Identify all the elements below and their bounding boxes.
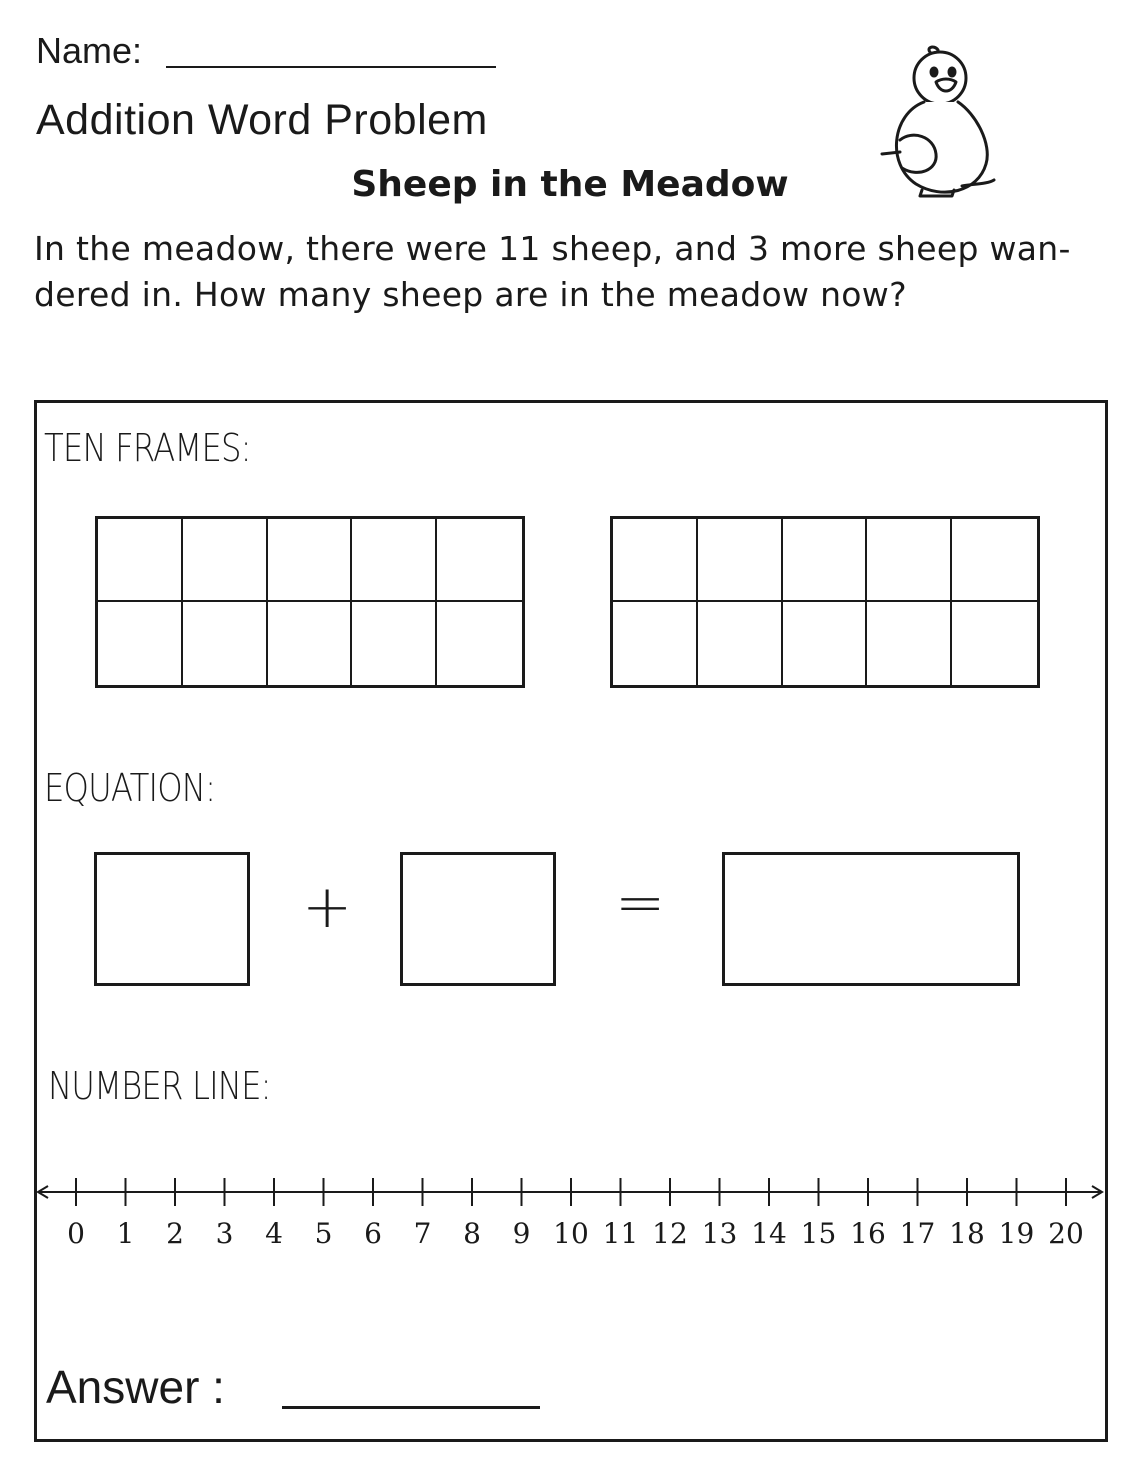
name-input-line[interactable] bbox=[166, 66, 496, 68]
answer-input-line[interactable] bbox=[282, 1406, 540, 1409]
problem-text-line-1: In the meadow, there were 11 sheep, and 3 more sheep wan- bbox=[34, 229, 1071, 268]
ten-frame-cell[interactable] bbox=[268, 519, 353, 602]
number-line-tick-label: 4 bbox=[265, 1217, 283, 1250]
addend-1-box[interactable] bbox=[94, 852, 250, 986]
addend-2-box[interactable] bbox=[400, 852, 556, 986]
ten-frame-cell[interactable] bbox=[183, 519, 268, 602]
problem-title: Sheep in the Meadow bbox=[351, 164, 789, 205]
number-line bbox=[34, 1170, 1108, 1260]
number-line-label: NUMBER LINE: bbox=[48, 1064, 271, 1108]
ten-frame-cell[interactable] bbox=[867, 519, 952, 602]
name-label: Name: bbox=[36, 30, 143, 71]
ten-frame-cell[interactable] bbox=[437, 602, 522, 685]
number-line-tick-label: 15 bbox=[800, 1217, 837, 1250]
number-line-tick-label: 8 bbox=[463, 1217, 481, 1250]
number-line-tick-label: 9 bbox=[512, 1217, 531, 1250]
answer-label: Answer : bbox=[46, 1361, 225, 1413]
number-line-tick-label: 0 bbox=[67, 1217, 85, 1250]
plus-sign: + bbox=[302, 872, 353, 942]
equation-label: EQUATION: bbox=[44, 766, 216, 810]
number-line-tick-label: 10 bbox=[553, 1217, 589, 1250]
number-line-tick-label: 6 bbox=[364, 1217, 382, 1250]
number-line-tick-label: 13 bbox=[701, 1217, 738, 1250]
number-line-tick-label: 20 bbox=[1048, 1217, 1084, 1250]
ten-frame-cell[interactable] bbox=[698, 519, 783, 602]
ten-frame-1[interactable] bbox=[95, 516, 525, 688]
number-line-tick-label: 17 bbox=[899, 1217, 936, 1250]
sum-box[interactable] bbox=[722, 852, 1020, 986]
ten-frames-label: TEN FRAMES: bbox=[44, 426, 251, 470]
number-line-tick-label: 19 bbox=[998, 1217, 1035, 1250]
ten-frame-cell[interactable] bbox=[613, 519, 698, 602]
ten-frame-cell[interactable] bbox=[437, 519, 522, 602]
number-line-tick-label: 7 bbox=[413, 1217, 432, 1250]
number-line-tick-label: 3 bbox=[215, 1217, 234, 1250]
ten-frame-2[interactable] bbox=[610, 516, 1040, 688]
equals-sign: = bbox=[615, 868, 666, 938]
ten-frame-cell[interactable] bbox=[952, 602, 1037, 685]
ten-frame-cell[interactable] bbox=[952, 519, 1037, 602]
ten-frame-cell[interactable] bbox=[867, 602, 952, 685]
number-line-tick-label: 12 bbox=[652, 1217, 688, 1250]
number-line-tick-label: 5 bbox=[314, 1217, 333, 1250]
number-line-tick-label: 14 bbox=[751, 1217, 787, 1250]
number-line-tick-label: 11 bbox=[602, 1217, 639, 1250]
ten-frame-cell[interactable] bbox=[698, 602, 783, 685]
number-line-tick-label: 2 bbox=[166, 1217, 184, 1250]
ten-frame-cell[interactable] bbox=[98, 602, 183, 685]
ten-frame-cell[interactable] bbox=[98, 519, 183, 602]
ten-frame-cell[interactable] bbox=[613, 602, 698, 685]
worksheet-subtitle: Addition Word Problem bbox=[36, 96, 488, 144]
number-line-tick-label: 1 bbox=[116, 1217, 135, 1250]
number-line-tick-label: 18 bbox=[949, 1217, 985, 1250]
ten-frame-cell[interactable] bbox=[268, 602, 353, 685]
problem-text-line-2: dered in. How many sheep are in the meadow now? bbox=[34, 275, 907, 314]
ten-frame-cell[interactable] bbox=[352, 519, 437, 602]
ten-frame-cell[interactable] bbox=[352, 602, 437, 685]
number-line-tick-label: 16 bbox=[850, 1217, 886, 1250]
ten-frame-cell[interactable] bbox=[783, 519, 868, 602]
ten-frame-cell[interactable] bbox=[183, 602, 268, 685]
ten-frame-cell[interactable] bbox=[783, 602, 868, 685]
problem-text bbox=[34, 226, 1094, 318]
